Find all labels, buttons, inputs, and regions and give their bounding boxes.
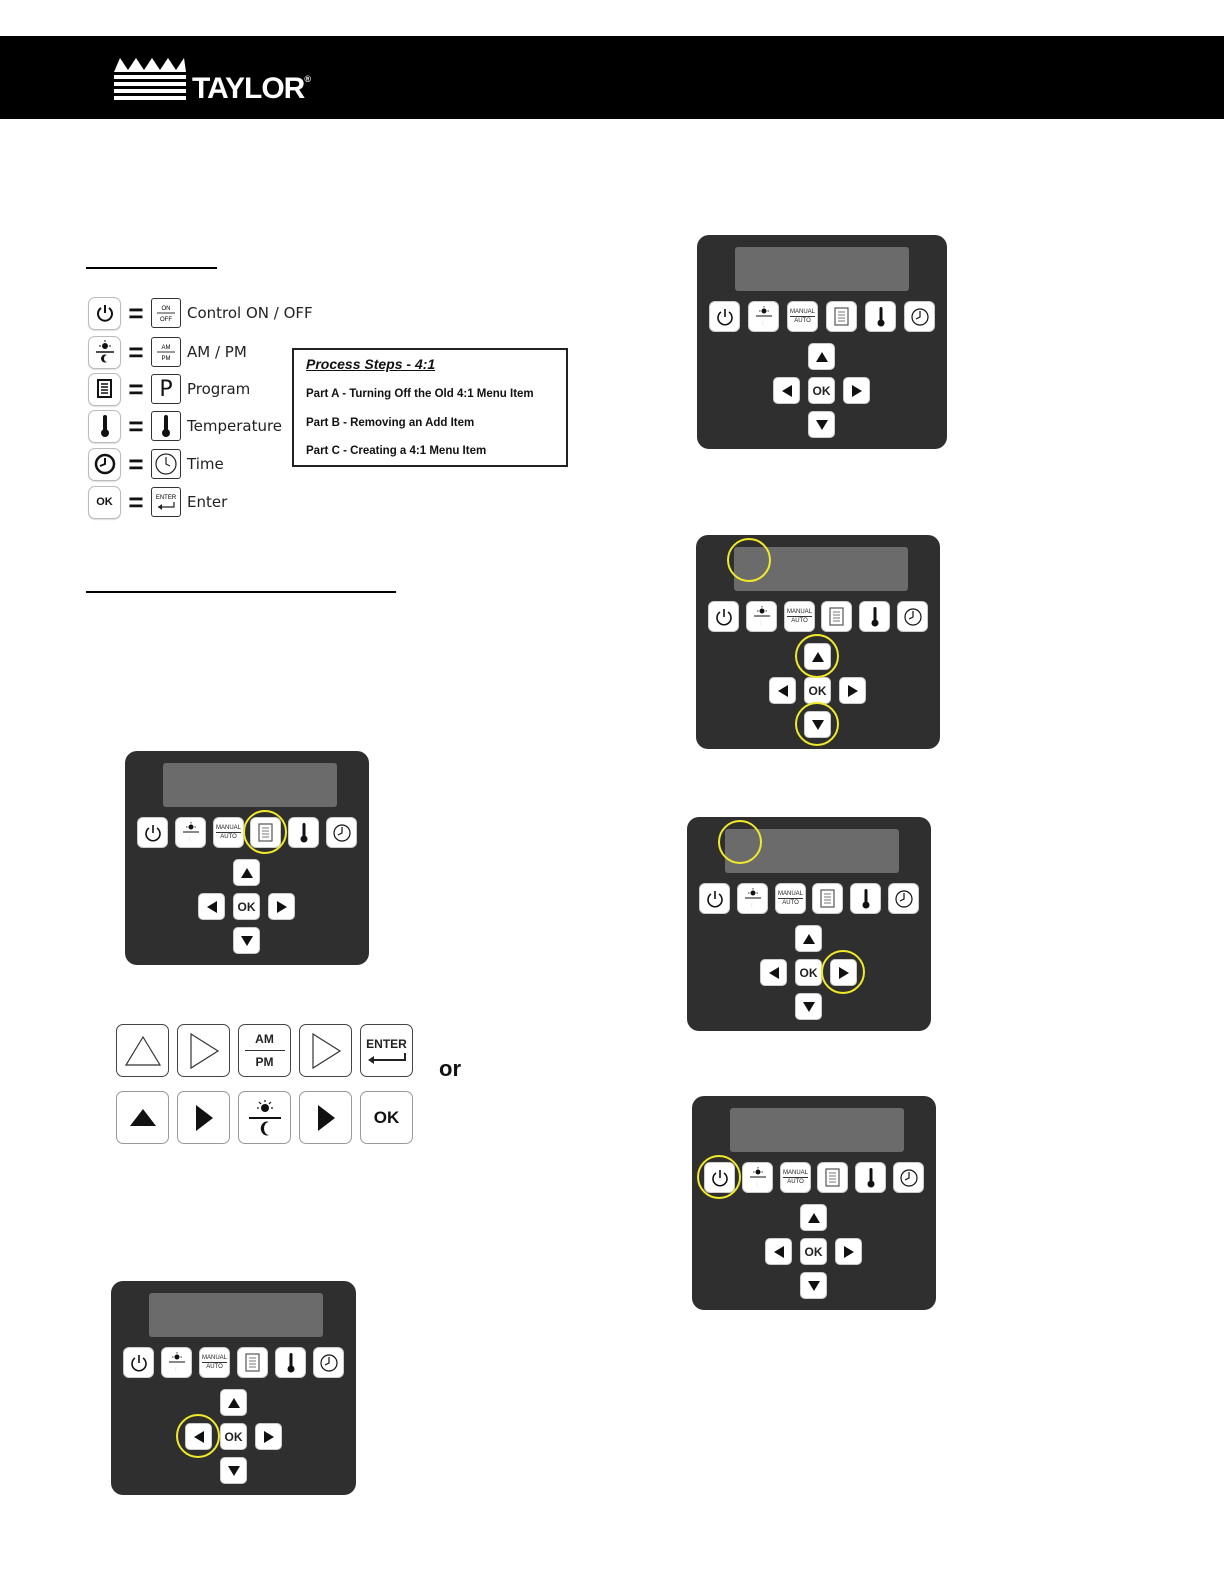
clock-old-icon: [151, 449, 181, 479]
power-icon[interactable]: [709, 301, 740, 332]
right-arrow-icon[interactable]: [843, 377, 870, 404]
down-arrow-icon[interactable]: [804, 711, 831, 738]
ok-button[interactable]: OK: [220, 1423, 247, 1450]
power-icon: [88, 297, 121, 330]
display-screen: [734, 547, 908, 591]
right-arrow-icon[interactable]: [839, 677, 866, 704]
right-arrow-icon[interactable]: [835, 1238, 862, 1265]
manual-auto-key[interactable]: MANUAL AUTO: [787, 301, 818, 332]
program-icon[interactable]: [821, 601, 852, 632]
thermometer-icon[interactable]: [275, 1347, 306, 1378]
legend-row-temperature: [88, 409, 282, 443]
right-arrow-icon[interactable]: [255, 1423, 282, 1450]
clock-icon: [88, 448, 121, 481]
legend-row-program: [88, 372, 250, 406]
up-arrow-icon[interactable]: [804, 643, 831, 670]
new-key-sequence: [116, 1091, 413, 1144]
legend-row-power: [88, 296, 313, 330]
sun-moon-icon[interactable]: [161, 1347, 192, 1378]
control-panel-reference: [697, 235, 947, 449]
equals-sign: =: [128, 411, 144, 441]
right-arrow-icon[interactable]: [830, 959, 857, 986]
clock-icon[interactable]: [326, 817, 357, 848]
sun-moon-icon[interactable]: [737, 883, 768, 914]
legend-row-ampm: [88, 335, 247, 369]
down-arrow-icon[interactable]: [808, 411, 835, 438]
down-arrow-icon[interactable]: [800, 1272, 827, 1299]
up-outline-icon: [116, 1024, 169, 1077]
program-icon: [88, 373, 121, 406]
process-step: Part C - Creating a 4:1 Menu Item: [306, 445, 487, 457]
sun-moon-icon[interactable]: [742, 1162, 773, 1193]
legend-label: Control ON / OFF: [187, 304, 313, 322]
up-arrow-icon[interactable]: [808, 343, 835, 370]
down-arrow-icon[interactable]: [220, 1457, 247, 1484]
power-icon[interactable]: [708, 601, 739, 632]
sun-moon-icon: [238, 1091, 291, 1144]
sun-moon-icon[interactable]: [746, 601, 777, 632]
process-steps-title: Process Steps - 4:1: [306, 356, 436, 372]
manual-auto-key[interactable]: MANUAL AUTO: [199, 1347, 230, 1378]
thermometer-icon[interactable]: [855, 1162, 886, 1193]
clock-icon[interactable]: [888, 883, 919, 914]
program-icon[interactable]: [826, 301, 857, 332]
process-steps-box: [292, 348, 568, 467]
process-step: Part A - Turning Off the Old 4:1 Menu Item: [306, 388, 534, 400]
thermometer-icon[interactable]: [850, 883, 881, 914]
thermometer-icon[interactable]: [859, 601, 890, 632]
on-off-old-icon: [151, 298, 181, 328]
svg-text:ON: ON: [161, 306, 171, 312]
legend-label: Program: [187, 380, 251, 398]
control-panel-right-arrow: [687, 817, 931, 1031]
control-panel-left-arrow: [111, 1281, 356, 1495]
left-arrow-icon[interactable]: [765, 1238, 792, 1265]
enter-old-icon: [151, 487, 181, 517]
up-arrow-icon[interactable]: [800, 1204, 827, 1231]
equals-sign: =: [128, 487, 144, 517]
down-arrow-icon[interactable]: [795, 993, 822, 1020]
or-text: or: [439, 1056, 461, 1081]
sun-moon-icon[interactable]: [175, 817, 206, 848]
up-arrow-icon: [116, 1091, 169, 1144]
display-screen: [163, 763, 337, 807]
svg-text:PM: PM: [161, 356, 171, 362]
legend-row-enter: [88, 485, 227, 519]
brand-name: TAYLOR®: [192, 72, 310, 105]
program-icon[interactable]: [237, 1347, 268, 1378]
thermometer-icon[interactable]: [865, 301, 896, 332]
section-rule-2: [86, 591, 396, 593]
equals-sign: =: [128, 298, 144, 328]
program-icon[interactable]: [817, 1162, 848, 1193]
equals-sign: =: [128, 374, 144, 404]
ok-button[interactable]: OK: [804, 677, 831, 704]
power-icon[interactable]: [704, 1162, 735, 1193]
right-arrow-icon: [177, 1091, 230, 1144]
down-arrow-icon[interactable]: [233, 927, 260, 954]
thermometer-icon[interactable]: [288, 817, 319, 848]
left-arrow-icon[interactable]: [760, 959, 787, 986]
legend-label: Time: [187, 455, 224, 473]
right-arrow-icon[interactable]: [268, 893, 295, 920]
display-screen: [725, 829, 899, 873]
sun-moon-icon: [88, 336, 121, 369]
ok-button[interactable]: OK: [233, 893, 260, 920]
clock-icon[interactable]: [904, 301, 935, 332]
manual-auto-key[interactable]: MANUAL AUTO: [775, 883, 806, 914]
left-arrow-icon[interactable]: [769, 677, 796, 704]
right-arrow-icon: [299, 1091, 352, 1144]
display-screen: [730, 1108, 904, 1152]
manual-auto-key[interactable]: MANUAL AUTO: [780, 1162, 811, 1193]
clock-icon[interactable]: [897, 601, 928, 632]
right-outline-icon: [299, 1024, 352, 1077]
legend-label: Enter: [187, 493, 228, 511]
clock-icon[interactable]: [313, 1347, 344, 1378]
control-panel-power: [692, 1096, 936, 1310]
svg-text:OFF: OFF: [160, 317, 172, 323]
power-icon[interactable]: [123, 1347, 154, 1378]
enter-key: ENTER: [360, 1024, 413, 1077]
up-arrow-icon[interactable]: [233, 859, 260, 886]
section-rule-1: [86, 267, 217, 269]
left-arrow-icon[interactable]: [773, 377, 800, 404]
left-arrow-icon[interactable]: [185, 1423, 212, 1450]
clock-icon[interactable]: [893, 1162, 924, 1193]
ok-button[interactable]: OK: [800, 1238, 827, 1265]
manual-auto-key[interactable]: MANUAL AUTO: [784, 601, 815, 632]
crown-icon: [114, 56, 189, 104]
right-outline-icon: [177, 1024, 230, 1077]
display-screen: [735, 247, 909, 291]
old-key-sequence: [116, 1024, 413, 1077]
legend-label: AM / PM: [187, 343, 247, 361]
manual-auto-key[interactable]: MANUAL AUTO: [213, 817, 244, 848]
taylor-logo: [114, 56, 344, 106]
ok-key: OK: [360, 1091, 413, 1144]
ok-button[interactable]: OK: [795, 959, 822, 986]
up-arrow-icon[interactable]: [795, 925, 822, 952]
header-bar: [0, 36, 1224, 119]
power-icon[interactable]: [137, 817, 168, 848]
up-arrow-icon[interactable]: [220, 1389, 247, 1416]
svg-text:ENTER: ENTER: [155, 495, 177, 501]
program-icon[interactable]: [250, 817, 281, 848]
power-icon[interactable]: [699, 883, 730, 914]
thermometer-old-icon: [151, 411, 181, 441]
am-pm-old-icon: [151, 337, 181, 367]
equals-sign: =: [128, 449, 144, 479]
sun-moon-icon[interactable]: [748, 301, 779, 332]
svg-text:AM: AM: [161, 345, 171, 351]
legend-row-time: [88, 447, 224, 481]
left-arrow-icon[interactable]: [198, 893, 225, 920]
equals-sign: =: [128, 337, 144, 367]
thermometer-icon: [88, 410, 121, 443]
am-pm-key: AM PM: [238, 1024, 291, 1077]
ok-icon: OK: [88, 486, 121, 519]
program-old-icon: P: [151, 374, 181, 404]
program-icon[interactable]: [812, 883, 843, 914]
control-panel-up-down: [696, 535, 940, 749]
process-step: Part B - Removing an Add Item: [306, 417, 475, 429]
display-screen: [149, 1293, 323, 1337]
ok-button[interactable]: OK: [808, 377, 835, 404]
legend-label: Temperature: [187, 417, 283, 435]
control-panel-program: [125, 751, 369, 965]
